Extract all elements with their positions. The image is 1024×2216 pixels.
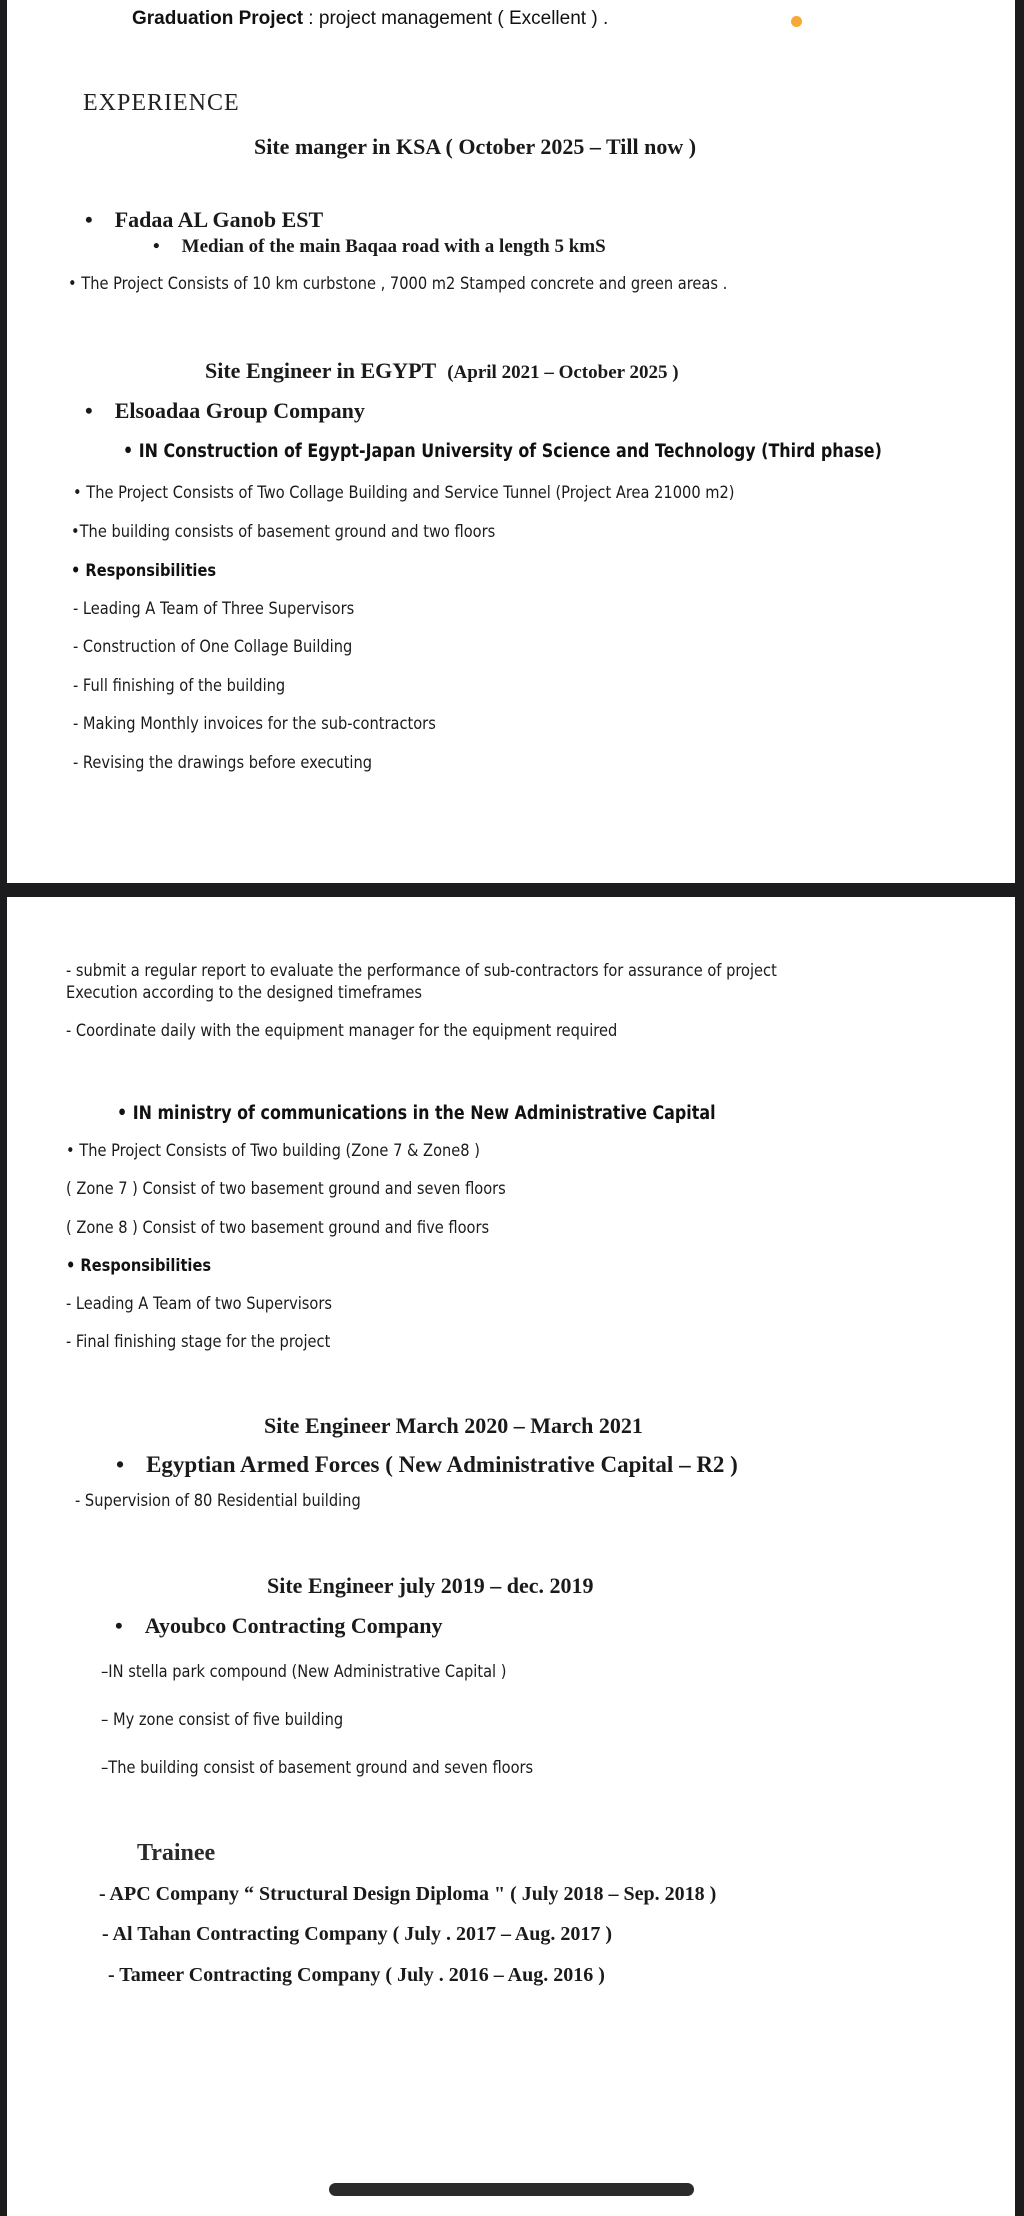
ministry-detail: ( Zone 8 ) Consist of two basement ground and five floors <box>66 1218 490 1238</box>
company-elsoadaa: • Elsoadaa Group Company <box>85 398 365 423</box>
company-fadaa: • Fadaa AL Ganob EST <box>85 207 324 232</box>
egypt-detail-2: •The building consists of basement ground and two floors <box>71 522 496 542</box>
document-page-1 <box>7 0 1015 883</box>
responsibility-item: - Full finishing of the building <box>73 676 286 696</box>
project-ministry: • IN ministry of communications in the New Administrative Capital <box>117 1103 716 1124</box>
responsibilities-label: • Responsibilities <box>66 1256 212 1276</box>
company-armed-forces: • Egyptian Armed Forces ( New Administrative Capital – R2 ) <box>116 1452 738 1477</box>
ayoubco-detail: – My zone consist of five building <box>101 1710 344 1730</box>
ministry-detail: ( Zone 7 ) Consist of two basement ground and seven floors <box>66 1179 506 1199</box>
responsibility-item: - Construction of One Collage Building <box>73 637 353 657</box>
project-ejust: • IN Construction of Egypt-Japan University of Science and Technology (Third phase) <box>123 441 882 462</box>
status-dot-icon <box>791 16 802 27</box>
trainee-item: - APC Company “ Structural Design Diploma " ( July 2018 – Sep. 2018 ) <box>99 1883 717 1905</box>
section-title-experience: EXPERIENCE <box>83 90 240 116</box>
role-ksa: Site manger in KSA ( October 2025 – Till now ) <box>254 134 697 159</box>
bullet-icon: • <box>115 1613 123 1638</box>
role-armed-forces: Site Engineer March 2020 – March 2021 <box>264 1413 643 1438</box>
ministry-detail: • The Project Consists of Two building (Zone 7 & Zone8 ) <box>66 1141 480 1161</box>
armed-forces-detail: - Supervision of 80 Residential building <box>75 1491 361 1511</box>
document-page-2 <box>7 897 1015 2216</box>
graduation-line <box>132 8 608 30</box>
company-ayoubco: • Ayoubco Contracting Company <box>115 1613 443 1638</box>
home-indicator[interactable] <box>329 2183 694 2196</box>
responsibility-item: - Final finishing stage for the project <box>66 1332 331 1352</box>
role-ayoubco: Site Engineer july 2019 – dec. 2019 <box>267 1573 594 1598</box>
ayoubco-detail: –The building consist of basement ground and seven floors <box>101 1758 534 1778</box>
responsibility-item-cont: Execution according to the designed timeframes <box>66 983 423 1003</box>
bullet-icon: • <box>153 236 160 257</box>
responsibility-item: - Leading A Team of two Supervisors <box>66 1294 332 1314</box>
graduation-label: Graduation Project <box>132 8 304 29</box>
project-baqaa: • Median of the main Baqaa road with a length 5 kmS <box>153 236 606 257</box>
egypt-detail-1: • The Project Consists of Two Collage Building and Service Tunnel (Project Area 21000 m2) <box>73 483 735 503</box>
role-egypt: Site Engineer in EGYPT (April 2021 – October 2025 ) <box>205 358 679 383</box>
trainee-item: - Al Tahan Contracting Company ( July . 2017 – Aug. 2017 ) <box>102 1923 613 1945</box>
responsibility-item: - submit a regular report to evaluate the performance of sub-contractors for assurance of project <box>66 961 777 981</box>
graduation-separator: : <box>303 8 319 29</box>
ksa-detail: • The Project Consists of 10 km curbstone , 7000 m2 Stamped concrete and green areas . <box>68 274 728 294</box>
responsibility-item: - Coordinate daily with the equipment manager for the equipment required <box>66 1021 618 1041</box>
ayoubco-detail: –IN stella park compound (New Administrative Capital ) <box>101 1662 507 1682</box>
bullet-icon: • <box>85 207 93 232</box>
bullet-icon: • <box>116 1452 125 1477</box>
graduation-value: project management ( Excellent ) . <box>318 8 609 29</box>
trainee-item: - Tameer Contracting Company ( July . 2016 – Aug. 2016 ) <box>108 1964 605 1986</box>
bullet-icon: • <box>85 398 93 423</box>
responsibilities-label: • Responsibilities <box>71 561 217 581</box>
section-title-trainee: Trainee <box>137 1840 216 1866</box>
responsibility-item: - Making Monthly invoices for the sub-contractors <box>73 714 436 734</box>
responsibility-item: - Revising the drawings before executing <box>73 753 373 773</box>
responsibility-item: - Leading A Team of Three Supervisors <box>73 599 355 619</box>
